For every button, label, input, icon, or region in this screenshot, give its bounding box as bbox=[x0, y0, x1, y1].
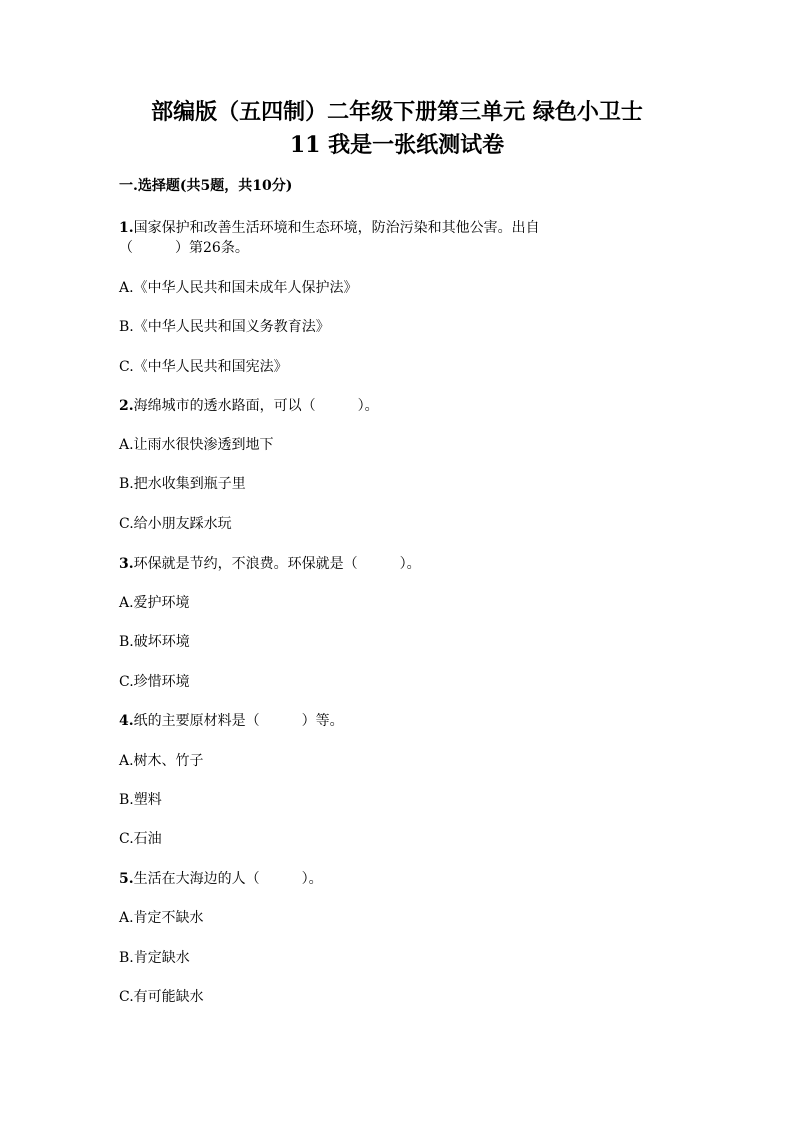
question-2-option-c: C.给小朋友踩水玩 bbox=[119, 516, 232, 532]
question-text: 环保就是节约，不浪费。环保就是（ ）。 bbox=[133, 556, 421, 572]
question-3-option-a: A.爱护环境 bbox=[119, 595, 190, 611]
question-text: 生活在大海边的人（ ）。 bbox=[133, 871, 323, 887]
question-4-option-c: C.石油 bbox=[119, 831, 162, 847]
question-number: 2. bbox=[119, 398, 134, 414]
page-title-line2: 11 我是一张纸测试卷 bbox=[289, 132, 505, 158]
question-number: 1. bbox=[119, 220, 134, 236]
question-number: 5. bbox=[119, 871, 134, 887]
question-3-option-c: C.珍惜环境 bbox=[119, 674, 190, 690]
question-5-option-a: A.肯定不缺水 bbox=[119, 910, 204, 926]
question-3-option-b: B.破坏环境 bbox=[119, 634, 190, 650]
question-2-option-a: A.让雨水很快渗透到地下 bbox=[119, 437, 274, 453]
question-1-stem bbox=[119, 218, 540, 238]
question-4-option-b: B.塑料 bbox=[119, 792, 162, 808]
question-1-stem-cont: （ ）第26条。 bbox=[119, 240, 249, 256]
question-3-stem bbox=[119, 554, 421, 574]
question-1-option-b: B.《中华人民共和国义务教育法》 bbox=[119, 319, 330, 335]
question-2-stem bbox=[119, 396, 379, 416]
question-4-stem bbox=[119, 711, 344, 731]
question-text: 海绵城市的透水路面，可以（ ）。 bbox=[133, 398, 379, 414]
question-number: 3. bbox=[119, 556, 134, 572]
question-text: 国家保护和改善生活环境和生态环境，防治污染和其他公害。出自 bbox=[133, 220, 540, 236]
question-2-option-b: B.把水收集到瓶子里 bbox=[119, 476, 246, 492]
question-5-option-c: C.有可能缺水 bbox=[119, 989, 204, 1005]
question-5-stem bbox=[119, 869, 323, 889]
page-title-line1: 部编版（五四制）二年级下册第三单元 绿色小卫士 bbox=[151, 99, 643, 125]
question-text: 纸的主要原材料是（ ）等。 bbox=[133, 713, 344, 729]
section-heading: 一.选择题(共5题，共10分) bbox=[119, 178, 293, 194]
question-1-option-c: C.《中华人民共和国宪法》 bbox=[119, 359, 288, 375]
question-number: 4. bbox=[119, 713, 134, 729]
question-4-option-a: A.树木、竹子 bbox=[119, 753, 204, 769]
question-5-option-b: B.肯定缺水 bbox=[119, 950, 190, 966]
question-1-option-a: A.《中华人民共和国未成年人保护法》 bbox=[119, 280, 358, 296]
